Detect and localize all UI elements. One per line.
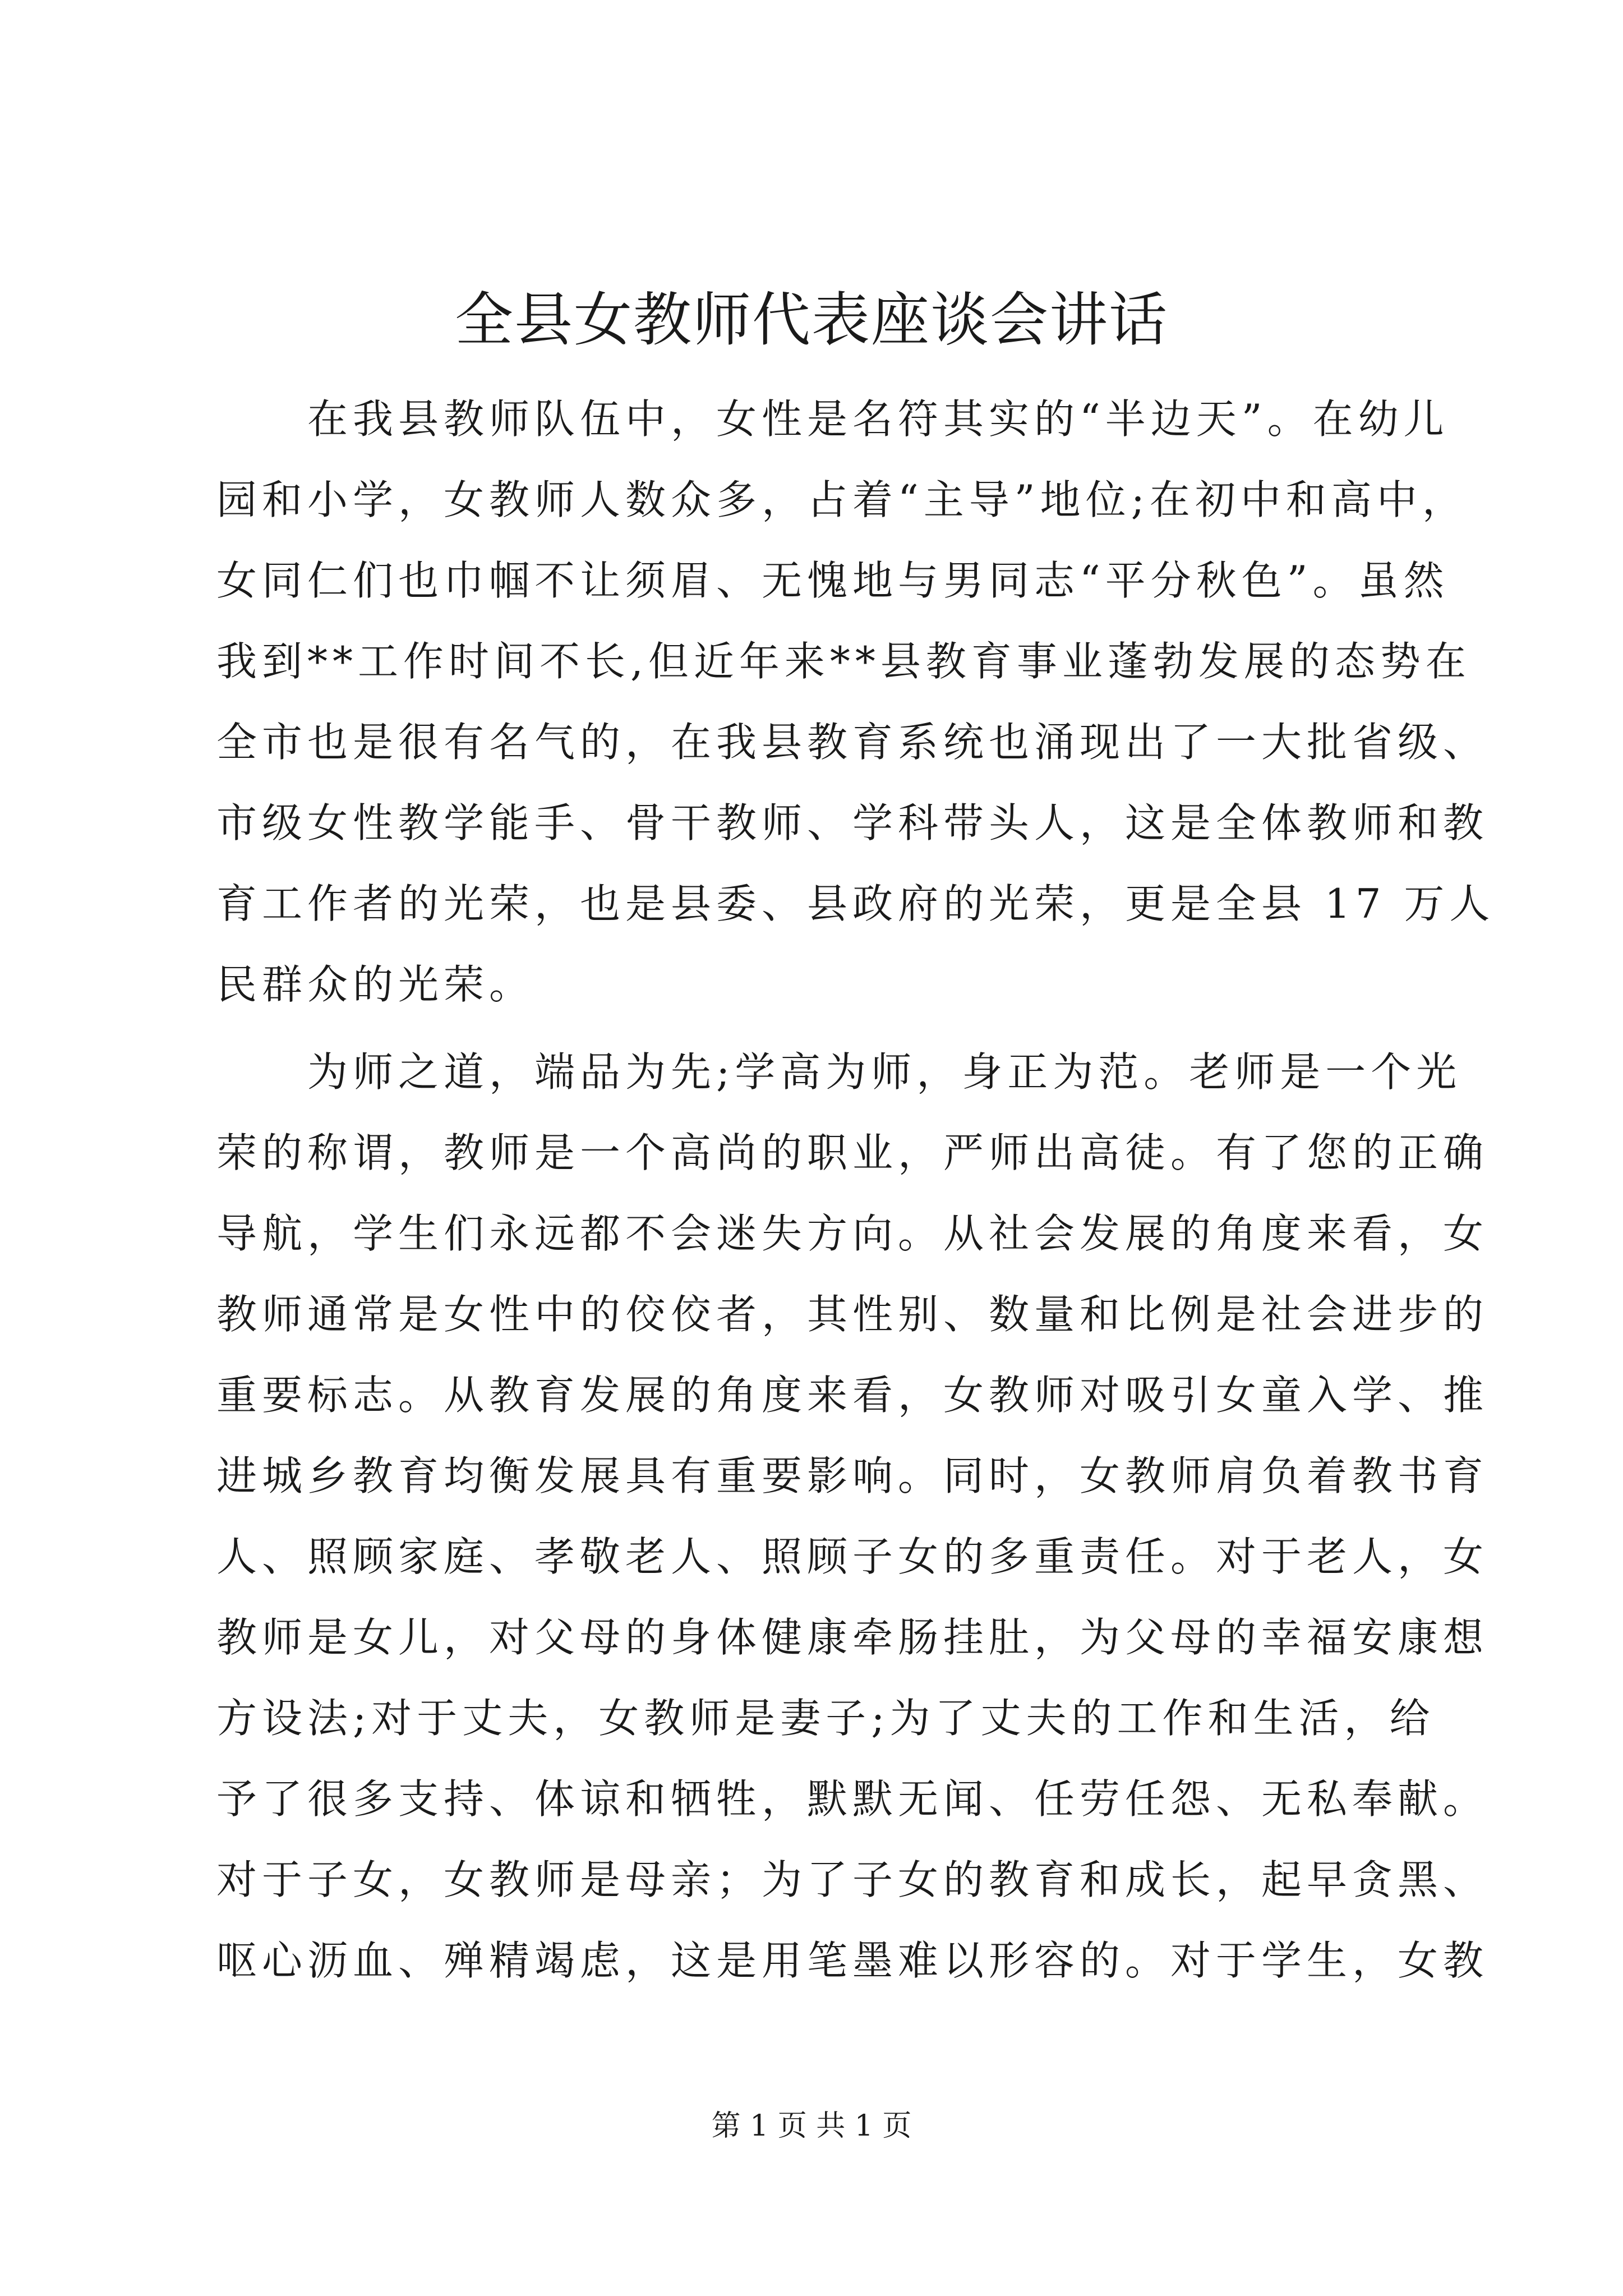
paragraph-line: 在我县教师队伍中，女性是名符其实的“半边天”。在幼儿 [307, 395, 1449, 443]
paragraph-line: 予了很多支持、体谅和牺牲，默默无闻、任劳任怨、无私奉献。 [216, 1775, 1489, 1823]
document-title: 全县女教师代表座谈会讲话 [454, 286, 1168, 354]
paragraph-line: 教师是女儿，对父母的身体健康牵肠挂肚，为父母的幸福安康想 [216, 1614, 1489, 1661]
paragraph-line: 人、照顾家庭、孝敬老人、照顾子女的多重责任。对于老人，女 [216, 1533, 1489, 1580]
paragraph-line: 进城乡教育均衡发展具有重要影响。同时，女教师肩负着教书育 [216, 1452, 1489, 1499]
paragraph-line: 园和小学，女教师人数众多，占着“主导”地位;在初中和高中， [216, 476, 1468, 523]
paragraph-line: 女同仁们也巾帼不让须眉、无愧地与男同志“平分秋色”。虽然 [216, 557, 1449, 604]
paragraph-line: 育工作者的光荣，也是县委、县政府的光荣，更是全县 17 万人 [216, 880, 1495, 927]
paragraph-line: 对于子女，女教师是母亲；为了子女的教育和成长，起早贪黑、 [216, 1856, 1489, 1903]
page-footer: 第 1 页 共 1 页 [711, 2109, 912, 2143]
paragraph-line: 重要标志。从教育发展的角度来看，女教师对吸引女童入学、推 [216, 1372, 1489, 1419]
paragraph-line: 为师之道，端品为先;学高为师，身正为范。老师是一个光 [307, 1048, 1462, 1096]
paragraph-line: 呕心沥血、殚精竭虑，这是用笔墨难以形容的。对于学生，女教 [216, 1937, 1489, 1984]
paragraph-line: 荣的称谓，教师是一个高尚的职业，严师出高徒。有了您的正确 [216, 1129, 1489, 1176]
paragraph-line: 导航，学生们永远都不会迷失方向。从社会发展的角度来看，女 [216, 1210, 1489, 1257]
paragraph-line: 教师通常是女性中的佼佼者，其性别、数量和比例是社会进步的 [216, 1291, 1489, 1338]
paragraph-spacer [216, 1025, 1433, 1032]
document-body [216, 379, 1495, 2001]
paragraph-line: 方设法;对于丈夫，女教师是妻子;为了丈夫的工作和生活，给 [216, 1695, 1435, 1742]
paragraph-line: 全市也是很有名气的，在我县教育系统也涌现出了一大批省级、 [216, 719, 1489, 766]
paragraph-line: 我到**工作时间不长,但近年来**县教育事业蓬勃发展的态势在 [216, 638, 1471, 685]
paragraph-line: 民群众的光荣。 [216, 961, 535, 1008]
paragraph-line: 市级女性教学能手、骨干教师、学科带头人，这是全体教师和教 [216, 799, 1489, 846]
